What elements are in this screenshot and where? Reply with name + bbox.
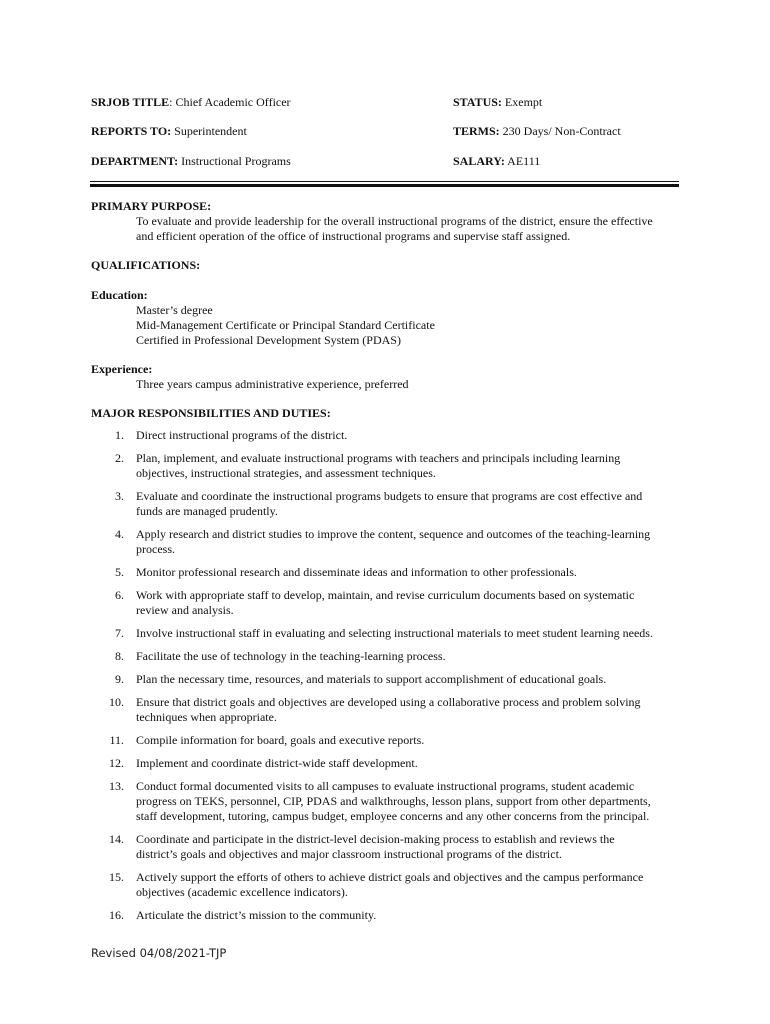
status [453, 95, 542, 110]
duty-text-line: Ensure that district goals and objectives are developed using a collaborative process and problem solving [136, 695, 641, 709]
duty-item [91, 908, 691, 923]
education-heading: Education: [91, 288, 148, 302]
duty-text-line: Work with appropriate staff to develop, maintain, and revise curriculum documents based on systematic [136, 588, 635, 602]
duty-number: 7. [115, 626, 124, 640]
duty-number: 12. [109, 756, 124, 770]
duty-item [91, 649, 691, 664]
terms-label: TERMS: [453, 124, 500, 138]
duty-text-line: Involve instructional staff in evaluating and selecting instructional materials to meet student learning needs. [136, 626, 653, 640]
salary [453, 154, 540, 169]
duty-text-line: district’s goals and objectives and major classroom instructional programs of the district. [136, 847, 562, 861]
duty-item [91, 428, 691, 443]
duty-text-line: Compile information for board, goals and executive reports. [136, 733, 425, 747]
duty-item [91, 527, 691, 557]
education-item: Mid-Management Certificate or Principal Standard Certificate [136, 318, 435, 332]
salary-value: AE111 [504, 154, 541, 168]
duty-text-line: Implement and coordinate district-wide staff development. [136, 756, 418, 770]
duty-number: 11. [109, 733, 124, 747]
duty-text-line: Direct instructional programs of the district. [136, 428, 348, 442]
duty-number: 5. [115, 565, 124, 579]
duty-number: 13. [109, 779, 124, 793]
divider-thin [90, 181, 679, 182]
duty-text-line: Apply research and district studies to improve the content, sequence and outcomes of the teaching-learning [136, 527, 651, 541]
duty-text-line: Plan the necessary time, resources, and materials to support accomplishment of educational goals. [136, 672, 607, 686]
duty-number: 14. [109, 832, 124, 846]
duties-heading-wrap [91, 406, 681, 421]
duty-text-line: progress on TEKS, personnel, CIP, PDAS and walkthroughs, lesson plans, support from other departments, [136, 794, 651, 808]
duty-item [91, 672, 691, 687]
duties-heading: MAJOR RESPONSIBILITIES AND DUTIES: [91, 406, 331, 420]
terms [453, 124, 621, 139]
reports-to [91, 124, 247, 139]
duty-item [91, 779, 691, 824]
job-title-label: SRJOB TITLE [91, 95, 170, 109]
duty-number: 8. [115, 649, 124, 663]
primary-purpose-heading: PRIMARY PURPOSE: [91, 199, 212, 213]
duties-list [91, 428, 691, 931]
duty-text-line: Monitor professional research and disseminate ideas and information to other professionals. [136, 565, 577, 579]
duty-item [91, 489, 691, 519]
department-label: DEPARTMENT: [91, 154, 179, 168]
duty-number: 9. [115, 672, 124, 686]
qualifications-heading-text: QUALIFICATIONS: [91, 258, 201, 272]
duty-item [91, 832, 691, 862]
experience-heading: Experience: [91, 362, 153, 376]
job-title-value: : Chief Academic Officer [169, 95, 291, 109]
duty-text-line: Actively support the efforts of others to achieve district goals and objectives and the campus performance [136, 870, 644, 884]
department-value: Instructional Programs [178, 154, 291, 168]
revision-footer: Revised 04/08/2021-TJP [91, 946, 227, 960]
duty-number: 10. [109, 695, 124, 709]
duty-text-line: Articulate the district’s mission to the community. [136, 908, 377, 922]
duty-number: 6. [115, 588, 124, 602]
duty-item [91, 733, 691, 748]
reports-to-label: REPORTS TO: [91, 124, 172, 138]
duty-text-line: process. [136, 542, 175, 556]
duty-item [91, 588, 691, 618]
duty-text-line: funds are managed prudently. [136, 504, 278, 518]
qualifications-heading [91, 258, 681, 273]
duty-text-line: techniques when appropriate. [136, 710, 277, 724]
duty-item [91, 870, 691, 900]
duty-item [91, 756, 691, 771]
duty-text-line: Evaluate and coordinate the instructional programs budgets to ensure that programs are cost effective and [136, 489, 643, 503]
primary-purpose-line-2: and efficient operation of the office of instructional programs and supervise staff assigned. [136, 229, 571, 243]
experience-item: Three years campus administrative experience, preferred [136, 377, 409, 391]
duty-number: 1. [115, 428, 124, 442]
duty-item [91, 695, 691, 725]
education-section [91, 288, 681, 348]
duty-number: 3. [115, 489, 124, 503]
duty-text-line: objectives, instructional strategies, and assessment techniques. [136, 466, 436, 480]
duty-text-line: Coordinate and participate in the district-level decision-making process to establish and reviews the [136, 832, 615, 846]
duty-text-line: Facilitate the use of technology in the teaching-learning process. [136, 649, 446, 663]
duty-text-line: Plan, implement, and evaluate instructional programs with teachers and principals including learning [136, 451, 621, 465]
status-value: Exempt [501, 95, 543, 109]
experience-section [91, 362, 681, 392]
primary-purpose-section [91, 199, 681, 244]
duty-item [91, 451, 691, 481]
education-item: Certified in Professional Development System (PDAS) [136, 333, 401, 347]
department [91, 154, 291, 169]
divider-thick [90, 184, 679, 187]
duty-number: 16. [109, 908, 124, 922]
job-title [91, 95, 291, 110]
status-label: STATUS: [453, 95, 502, 109]
duty-text-line: Conduct formal documented visits to all campuses to evaluate instructional programs, student academic [136, 779, 635, 793]
duty-text-line: objectives (academic excellence indicators). [136, 885, 348, 899]
salary-label: SALARY: [453, 154, 505, 168]
reports-to-value: Superintendent [171, 124, 247, 138]
duty-item [91, 565, 691, 580]
education-item: Master’s degree [136, 303, 213, 317]
duty-number: 4. [115, 527, 124, 541]
terms-value: 230 Days/ Non-Contract [499, 124, 621, 138]
duty-number: 2. [115, 451, 124, 465]
duty-text-line: review and analysis. [136, 603, 234, 617]
primary-purpose-line-1: To evaluate and provide leadership for the overall instructional programs of the district, ensure the effective [136, 214, 653, 228]
duty-text-line: staff development, tutoring, campus budget, employee concerns and any other concerns from the principal. [136, 809, 650, 823]
duty-number: 15. [109, 870, 124, 884]
duty-item [91, 626, 691, 641]
